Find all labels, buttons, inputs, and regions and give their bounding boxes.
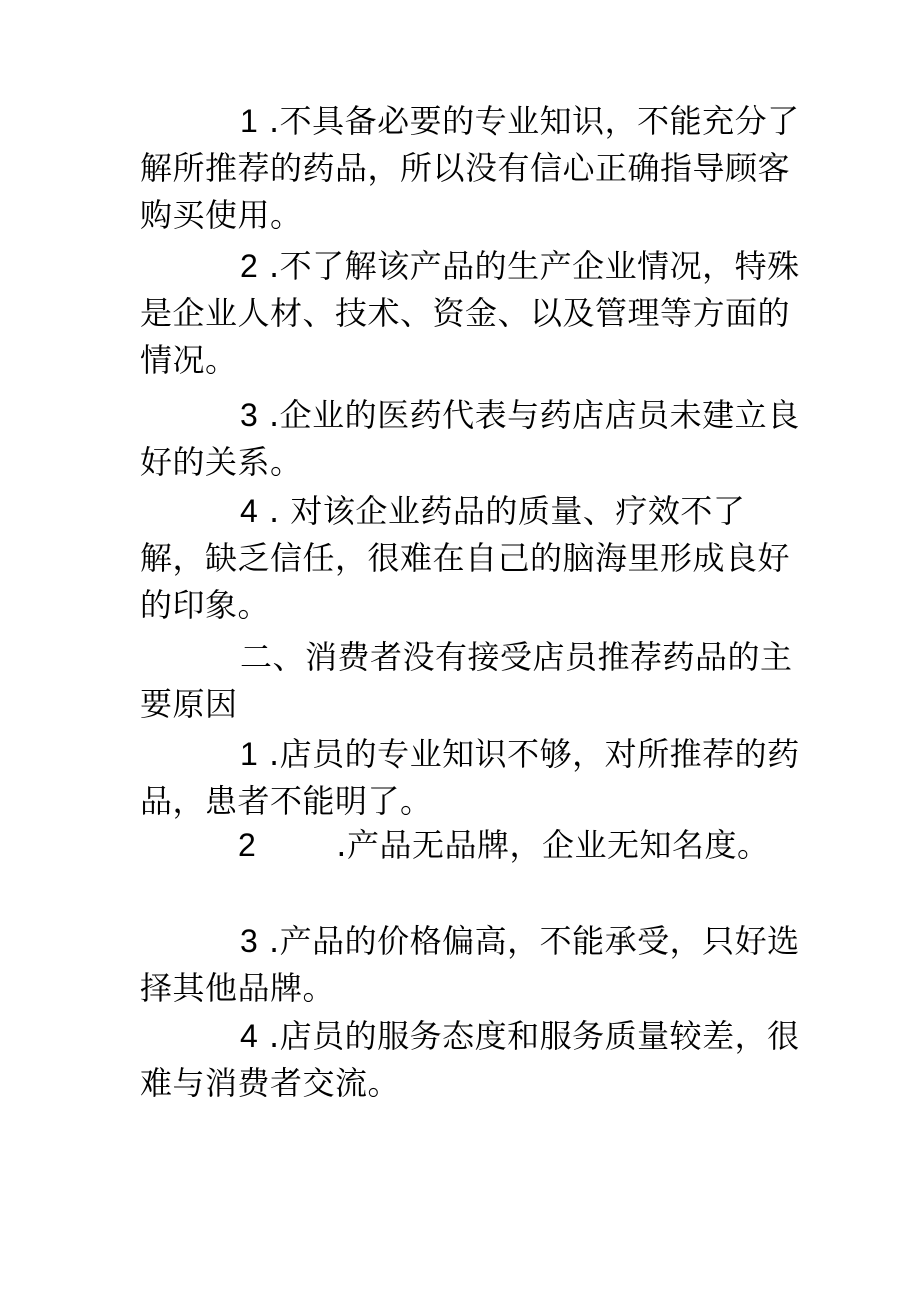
list-separator: . xyxy=(258,735,280,773)
paragraph-text: 不具备必要的专业知识，不能充分了解所推荐的药品，所以没有信心正确指导顾客购买使用。 xyxy=(140,102,800,234)
heading-text: 二、消费者没有接受店员推荐药品的主要原因 xyxy=(140,638,793,723)
list-number: 3 xyxy=(240,923,259,959)
section-heading xyxy=(140,634,800,728)
list-separator: . xyxy=(258,922,280,960)
list-separator: . xyxy=(258,102,280,140)
paragraph-text: 对该企业药品的质量、疗效不了解，缺乏信任，很难在自己的脑海里形成良好的印象。 xyxy=(140,492,791,624)
list-number: 2 xyxy=(240,248,259,284)
paragraph-cause-1 xyxy=(140,731,800,825)
list-number: 4 xyxy=(240,1018,259,1054)
list-separator: . xyxy=(258,492,291,530)
paragraph-reason-2 xyxy=(140,243,800,384)
list-separator: . xyxy=(258,396,280,434)
paragraph-cause-2 xyxy=(238,822,798,869)
list-number: 1 xyxy=(240,103,259,139)
paragraph-reason-1 xyxy=(140,98,800,239)
list-number: 3 xyxy=(240,397,259,433)
paragraph-cause-3 xyxy=(140,918,800,1012)
list-separator: . xyxy=(336,826,347,864)
paragraph-reason-3 xyxy=(140,392,800,486)
paragraph-text: 店员的服务态度和服务质量较差，很难与消费者交流。 xyxy=(140,1017,800,1102)
list-separator: . xyxy=(258,1017,280,1055)
list-number: 4 xyxy=(240,493,259,529)
paragraph-text: 产品的价格偏高，不能承受，只好选择其他品牌。 xyxy=(140,922,800,1007)
list-number: 1 xyxy=(240,736,259,772)
paragraph-cause-4 xyxy=(140,1013,800,1107)
paragraph-text: 企业的医药代表与药店店员未建立良好的关系。 xyxy=(140,396,800,481)
paragraph-text: 不了解该产品的生产企业情况，特殊是企业人材、技术、资金、以及管理等方面的情况。 xyxy=(140,247,800,379)
paragraph-reason-4 xyxy=(140,488,800,629)
paragraph-text: 店员的专业知识不够，对所推荐的药品，患者不能明了。 xyxy=(140,735,800,820)
list-separator: . xyxy=(258,247,280,285)
list-number: 2 xyxy=(238,827,257,863)
paragraph-text: 产品无品牌，企业无知名度。 xyxy=(346,826,770,864)
